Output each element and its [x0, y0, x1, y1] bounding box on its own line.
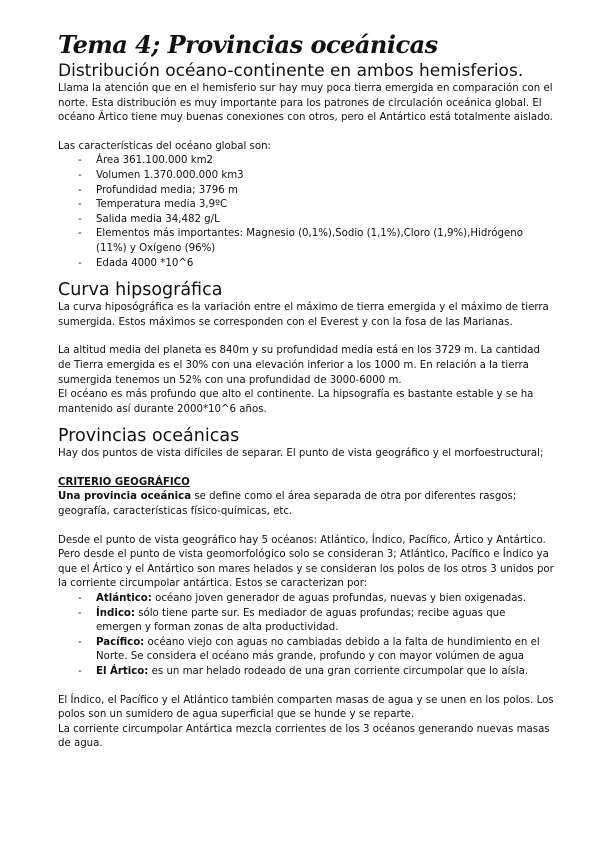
ocean-desc: océano joven generador de aguas profundas, nuevas y bien oxigenadas. [151, 593, 527, 605]
paragraph: La corriente circumpolar Antártica mezcla corrientes de los 3 océanos generando nuevas masas de agua. [58, 723, 550, 750]
list-item [78, 592, 554, 607]
paragraph: Desde el punto de vista geográfico hay 5 océanos: Atlántico, Índico, Pacífico, Ártico y Antártico. Pero desde el punto de vista geomorfológico solo se consideran 3; Atlántico, Pacífico e Índico ya que el Ártico y el Antártico son mares helados y se consideran los polos de los otros 3 unidos por la corriente circumpolar antártica. Estos se caracterizan por: [58, 534, 554, 590]
section-heading-provincias: Provincias oceánicas [58, 426, 240, 447]
paragraph: La altitud media del planeta es 840m y su profundidad media está en los 3729 m. La cantidad de Tierra emergida es el 30% con una elevación inferior a los 1000 m. En relación a la tierra sumergida tenemos un 52% con una profundidad de 3000-6000 m. [58, 345, 540, 386]
paragraph: El Índico, el Pacífico y el Atlántico también comparten masas de agua y se unen en los polos. Los polos son un sumidero de agua superficial que se hunde y se reparte. [58, 694, 554, 721]
list-item [78, 665, 554, 680]
ocean-desc: sólo tiene parte sur. Es mediador de aguas profundas; recibe aguas que emergen y forman zonas de alta productividad. [96, 607, 506, 634]
ocean-name: Pacífico: [96, 636, 145, 648]
document-page [58, 30, 554, 752]
list-item: - Profundidad media; 3796 m [78, 184, 554, 199]
ocean-desc: es un mar helado rodeado de una gran corriente circumpolar que lo aísla. [148, 666, 529, 677]
ocean-name: Atlántico: [96, 593, 152, 605]
list-item [78, 607, 554, 636]
list-item: - Edada 4000 *10^6 [78, 257, 554, 272]
paragraph: Hay dos puntos de vista difíciles de separar. El punto de vista geográfico y el morfoestructural; [58, 448, 544, 460]
definition-term: Una provincia oceánica [58, 491, 192, 503]
list-item: - Elementos más importantes: Magnesio (0,1%),Sodio (1,1%),Cloro (1,9%),Hidrógeno (11%) y Oxígeno (96%) [78, 227, 554, 256]
definition-paragraph [58, 490, 554, 519]
characteristics-list [58, 154, 554, 271]
oceans-list [58, 592, 554, 680]
ocean-desc: océano viejo con aguas no cambiadas debido a la falta de hundimiento en el Norte. Se considera el océano más grande, profundo y con mayor volúmen de agua [96, 636, 540, 663]
section-heading-curva: Curva hipsográfica [58, 280, 223, 301]
section-heading-distribucion: Distribución océano-continente en ambos hemisferios. [58, 61, 524, 81]
ocean-name: Índico: [96, 607, 135, 619]
criterio-heading: CRITERIO GEOGRÁFICO [58, 476, 190, 488]
paragraph: Las características del océano global son: [58, 140, 271, 152]
list-item: - Salida media 34,482 g/L [78, 213, 554, 228]
list-item: - Volumen 1.370.000.000 km3 [78, 169, 554, 184]
ocean-name: El Ártico: [96, 666, 149, 677]
definition-text: se define como el área separada de otra por diferentes rasgos; geografía, características físico-químicas, etc. [58, 491, 517, 518]
list-item [78, 636, 554, 665]
list-item: - Temperatura media 3,9ºC [78, 198, 554, 213]
list-item: - Área 361.100.000 km2 [78, 154, 554, 169]
paragraph: La curva hiposógráfica es la variación entre el máximo de tierra emergida y el máximo de tierra sumergida. Estos máximos se corresponden con el Everest y con la fosa de las Marianas. [58, 302, 549, 328]
document-title: Tema 4; Provincias oceánicas [58, 30, 438, 59]
paragraph: El océano es más profundo que alto el continente. La hipsografía es bastante estable y se ha mantenido así durante 2000*10^6 años. [58, 389, 534, 415]
paragraph: Llama la atención que en el hemisferio sur hay muy poca tierra emergida en comparación con el norte. Esta distribución es muy importante para los patrones de circulación oceánica global. El océano Ártico tiene muy buenas conexiones con otros, pero el Antártico está totalmente aislado. [58, 83, 553, 124]
